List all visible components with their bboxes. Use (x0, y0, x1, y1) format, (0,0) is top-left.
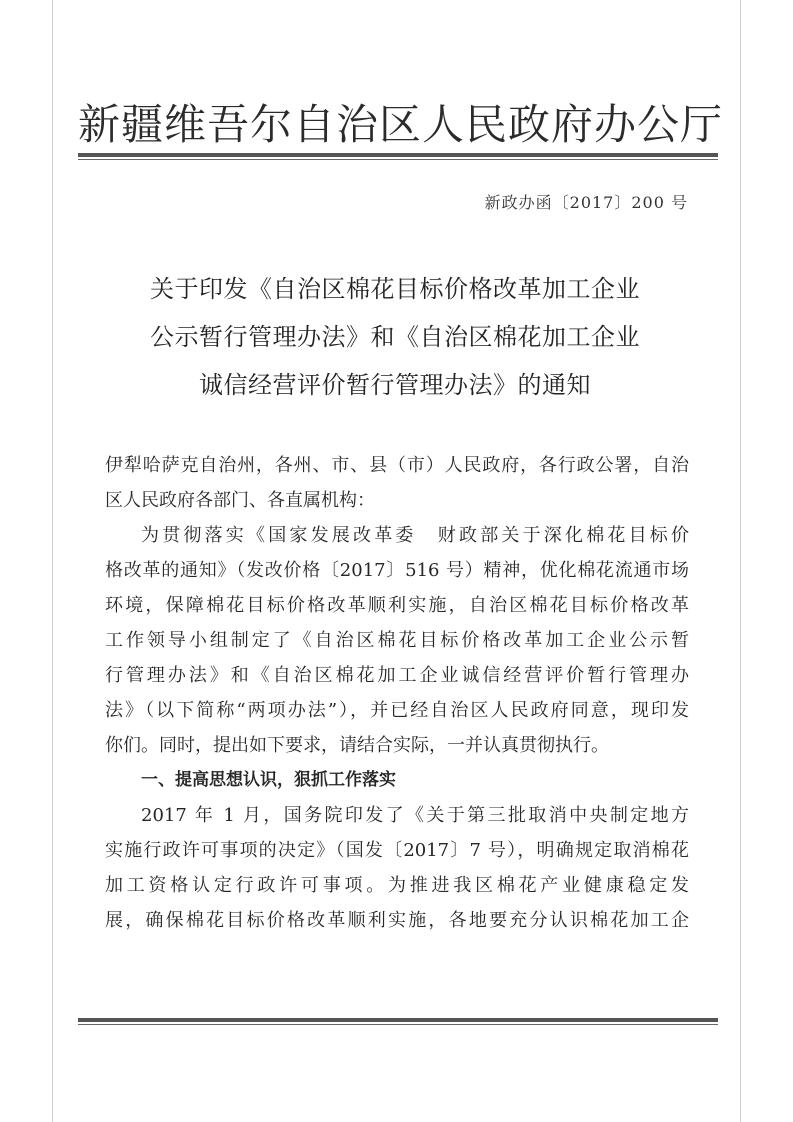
footer-rule (78, 1018, 718, 1025)
text-line: 展，确保棉花目标价格改革顺利实施，各地要充分认识棉花加工企 (105, 910, 689, 931)
text-line: 区人民政府各部门、各直属机构： (105, 490, 375, 511)
text-line: 实施行政许可事项的决定》（国发〔2017〕7 号），明确规定取消棉花 (105, 840, 689, 861)
addressee (105, 448, 689, 518)
text-line: 格改革的通知》（发改价格〔2017〕516 号）精神，优化棉花流通市场 (105, 560, 689, 581)
text-line: 2017 年 1 月，国务院印发了《关于第三批取消中央制定地方 (141, 805, 689, 826)
document-title (90, 265, 700, 409)
left-margin-line (52, 0, 53, 1122)
text-line: 伊犁哈萨克自治州，各州、市、县（市）人民政府，各行政公署，自治 (105, 455, 689, 476)
paragraph-2 (105, 798, 689, 938)
section-heading: 一、提高思想认识，狠抓工作落实 (141, 770, 396, 790)
text-line: 你们。同时，提出如下要求，请结合实际，一并认真贯彻执行。 (105, 735, 609, 756)
title-line: 关于印发《自治区棉花目标价格改革加工企业 (150, 275, 640, 303)
text-line: 工作领导小组制定了《自治区棉花目标价格改革加工企业公示暂 (105, 630, 689, 651)
title-line: 公示暂行管理办法》和《自治区棉花加工企业 (150, 323, 640, 351)
text-line: 法》（以下简称“两项办法”），并已经自治区人民政府同意，现印发 (105, 700, 689, 721)
header-rule (78, 153, 718, 160)
right-margin-line (740, 0, 741, 1122)
paragraph-1 (105, 518, 689, 763)
text-line: 加工资格认定行政许可事项。为推进我区棉花产业健康稳定发 (105, 875, 689, 896)
text-line: 行管理办法》和《自治区棉花加工企业诚信经营评价暂行管理办 (105, 665, 689, 686)
document-body (105, 448, 689, 938)
text-line: 为贯彻落实《国家发展改革委 财政部关于深化棉花目标价 (141, 525, 689, 546)
issuing-agency: 新疆维吾尔自治区人民政府办公厅 (78, 100, 724, 149)
text-line: 环境，保障棉花目标价格改革顺利实施，自治区棉花目标价格改革 (105, 595, 689, 616)
document-number: 新政办函〔2017〕200 号 (484, 193, 688, 212)
title-line: 诚信经营评价暂行管理办法》的通知 (199, 371, 591, 399)
